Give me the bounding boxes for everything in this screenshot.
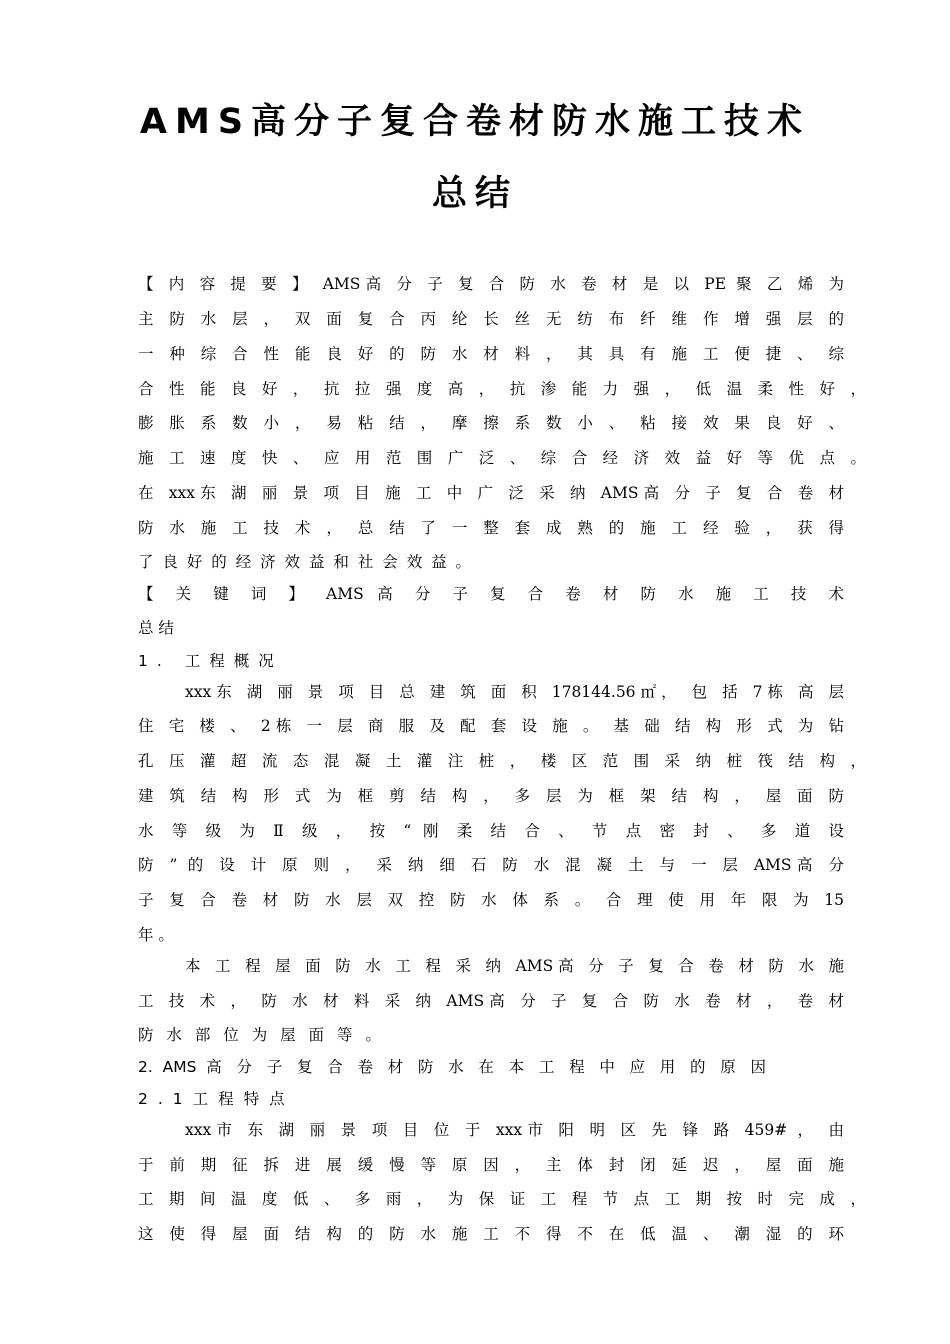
document-title-line2: 总结 [431, 174, 518, 214]
paragraph-line: 孔 压 灌 超 流 态 混 凝 土 灌 注 桩 ， 楼 区 范 围 采 纳 桩 筏 结 构 ， [138, 752, 866, 770]
paragraph-line: 工 技 术 ， 防 水 材 料 采 纳 AMS高 分 子 复 合 防 水 卷 材 ， 卷 材 [138, 992, 844, 1010]
abstract-line: 在 xxx东 湖 丽 景 项 目 施 工 中 广 泛 采 纳 AMS高 分 子 复 合 卷 材 [138, 484, 844, 502]
paragraph-line: xxx市 东 湖 丽 景 项 目 位 于 xxx市 阳 明 区 先 锋 路 459# ， 由 [185, 1121, 844, 1139]
paragraph-line: 工 期 间 温 度 低 、 多 雨 ， 为 保 证 工 程 节 点 工 期 按 时 完 成 ， [138, 1190, 866, 1208]
subsection-heading: 2.1工程特点 [138, 1090, 295, 1108]
section-heading: 1. 工程概况 [138, 652, 283, 670]
section-heading: 2. AMS 高 分 子 复 合 卷 材 防 水 在 本 工 程 中 应 用 的 原 因 [138, 1058, 766, 1076]
paragraph-line: 于 前 期 征 拆 进 展 缓 慢 等 原 因 ， 主 体 封 闭 延 迟 ， 屋 面 施 [138, 1156, 844, 1174]
paragraph-line: 子 复 合 卷 材 防 水 层 双 控 防 水 体 系 。 合 理 使 用 年 限 为 15 [138, 891, 844, 909]
paragraph-line: 住 宅 楼 、 2栋 一 层 商 服 及 配 套 设 施 。 基 础 结 构 形 式 为 钻 [138, 717, 844, 735]
abstract-line: 施 工 速 度 快 、 应 用 范 围 广 泛 、 综 合 经 济 效 益 好 等 优 点 。 [138, 449, 866, 467]
keywords-line: 【 关 键 词 】 AMS 高 分 子 复 合 卷 材 防 水 施 工 技 术 [138, 585, 844, 603]
abstract-line: 了 良 好 的 经 济 效 益 和 社 会 效 益 。 [138, 553, 474, 571]
document-title-line1: AMS高分子复合卷材防水施工技术 [139, 102, 811, 142]
abstract-line: 一 种 综 合 性 能 良 好 的 防 水 材 料 ， 其 具 有 施 工 便 捷 、 综 [138, 345, 844, 363]
paragraph-line: 年 。 [138, 926, 174, 944]
abstract-line: 合 性 能 良 好 ， 抗 拉 强 度 高 ， 抗 渗 能 力 强 ， 低 温 柔 性 好 ， [138, 380, 866, 398]
paragraph-line: 建 筑 结 构 形 式 为 框 剪 结 构 ， 多 层 为 框 架 结 构 ， 屋 面 防 [138, 787, 844, 805]
abstract-line: 膨 胀 系 数 小 ， 易 粘 结 ， 摩 擦 系 数 小 、 粘 接 效 果 良 好 、 [138, 414, 844, 432]
paragraph-line: 这 使 得 屋 面 结 构 的 防 水 施 工 不 得 不 在 低 温 、 潮 湿 的 环 [138, 1225, 844, 1243]
paragraph-line: 防 水 部 位 为 屋 面 等 。 [138, 1026, 385, 1044]
paragraph-line: xxx东 湖 丽 景 项 目 总 建 筑 面 积 178144.56㎡， 包 括 7栋 高 层 [185, 683, 844, 701]
keywords-line: 总 结 [138, 619, 174, 637]
abstract-line: 防 水 施 工 技 术 ， 总 结 了 一 整 套 成 熟 的 施 工 经 验 ， 获 得 [138, 519, 844, 537]
paragraph-line: 防 ” 的 设 计 原 则 ， 采 纳 细 石 防 水 混 凝 土 与 一 层 AMS高 分 [138, 856, 844, 874]
abstract-line: 【 内 容 提 要 】 AMS高 分 子 复 合 防 水 卷 材 是 以 PE 聚 乙 烯 为 [138, 275, 844, 293]
abstract-line: 主 防 水 层 ， 双 面 复 合 丙 纶 长 丝 无 纺 布 纤 维 作 增 强 层 的 [138, 310, 844, 328]
paragraph-line: 水 等 级 为 Ⅱ 级 ， 按 “ 刚 柔 结 合 、 节 点 密 封 、 多 道 设 [138, 822, 844, 840]
paragraph-line: 本 工 程 屋 面 防 水 工 程 采 纳 AMS高 分 子 复 合 卷 材 防 水 施 [185, 957, 844, 975]
